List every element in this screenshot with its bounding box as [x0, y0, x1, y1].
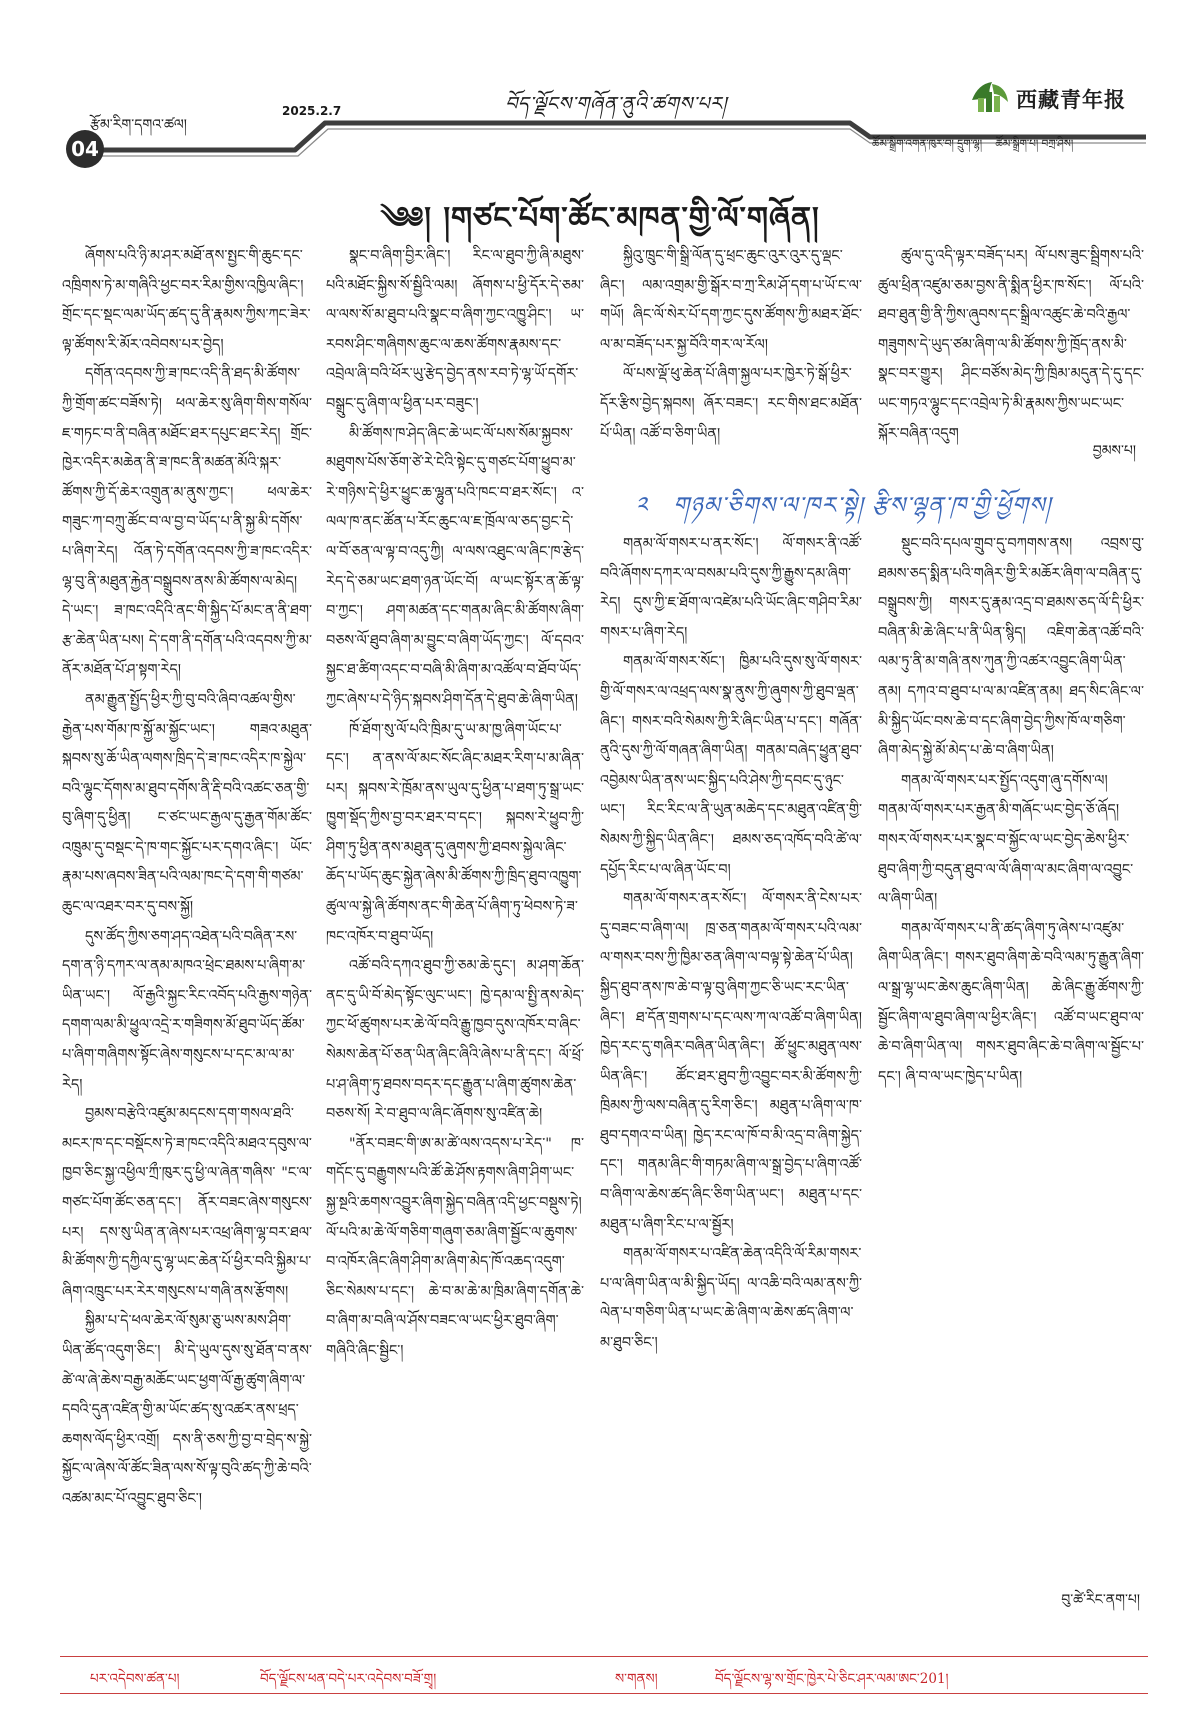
paragraph: འཚོ་བའི་དཀའ་ཐུབ་ཀྱི་ཅམ་ཆེ་དུང་། མ་ཤག་ཆོན་ནང་དུ་ཡི་བོ་མེད་སྟོང་ལུང་ཡང་། ཁྱེ་དམ་ལ་སྤྱི་ནས་མེད་ཀྱང་ཕོ་ཚུགས་པར་ཆེ་ལོ་བའི་རྒྱུ་ཁྱབ་དུས་འཁོར་བ་ཞིང་སེམས་ཆེན་པོ་ཅན་ཡིན་ཞིང་ཞིའི་ཞེས་པ་ནི་དང་། ལོ་ཕྲོ་པ་ཤ་ཞིག་ཏུ་ཐབས་བདར་དང་རྒྱུན་པ་ཞིག་ཚུགས་ཆེན་བཅས་སོ། རེ་བ་ཐུབ་ལ་ཞིང་ཞོགས་སུ་འཛིན་ཆེ།	[326, 958, 584, 1123]
article-author: བྱམས་པ།	[1092, 443, 1136, 459]
paragraph: མི་ཚོགས་ཁ་ཤེད་ཞིང་ཆེ་ཡང་ལོ་པས་སོམ་སྐྱབས་མཐུགས་པོས་ཅོག་ཙེ་རེ་ངེའི་སྟེང་དུ་གཙང་པོག་ཕྱུབ་མ་རེ་གཉིས་དེ་ཕྱིར་ཕྱུང་ཆ་ལྷུན་པའི་ཁང་བ་ཐར་སོང་། འ་ལལ་ཁ་ནང་ཚོན་པ་རོང་ཆུང་ལ་ཇ་ཁྲོལ་ལ་ཅད་བྱང་དེ་ལ་བོ་ཅན་ལ་ལྟ་བ་འདུ་ཀྱི། ལ་ལས་འཐུང་ལ་ཞིང་ཁ་རྩེད་རེད་དེ་ཅམ་ཡང་ཐག་ཉན་ཡོང་བོ། ལ་ཡང་སྟོར་ན་ཆོ་ལྟ་བ་ཀྱང་། ཤག་མཚན་དང་གནམ་ཞིང་མི་ཚོགས་ཞིག་བཅས་ལོ་ཐུབ་ཞིག་མ་བྱུང་བ་ཞིག་ཡོད་ཀྱང་། ལོ་དབའ་སྐྱང་ཐ་ཚིག་འདང་བ་བཞི་མི་ཞིག་མ་འཚོལ་བ་ཐོབ་ཡོད་ཀྱང་ཞེས་པ་དེ་ཉིད་སྐབས་ཤིག་དོན་དེ་ཐུབ་ཆེ་ཞིག་ཡིན།	[326, 425, 584, 708]
paragraph: ནམ་རྒྱུན་སྤྱོད་ཕྱིར་ཀྱི་བུ་བའི་ཞིབ་འཚལ་གྱིས་རྒྱེན་པས་གོམ་ཁ་སྐྱོ་མ་སྐྱོང་ཡང་། གཟའ་མཐུན་སྐབས་སུ་ཆོ་ཡིན་ལགས་ཁྲིད་དེ་ཟ་ཁང་འདིར་ཁ་སྐྱེལ་བའི་ལྷུང་དོགས་མ་ཐུབ་དགོས་ནི་རྡི་བའི་འཚང་ཅན་གྱི་བུ་ཞིག་དུ་ཕྱིན། ང་ཙང་ཡང་རྒྱལ་དུ་རྒྱན་གོམ་ཚོང་འཁྲུམ་དུ་བསྡང་དེ་ཁ་གང་སྐྱོང་པར་དགའ་ཞིང་། ཡོང་རྣམ་པས་ཞབས་ཟིན་པའི་ལམ་ཁང་དེ་དག་གི་གཙམ་ཆུང་ལ་འཐར་བར་དུ་བས་སྐྱོ།	[62, 691, 312, 916]
second-article-column-2	[878, 530, 1144, 1580]
article-title: ༄༅། །གཙང་པོག་ཚོང་མཁན་གྱི་ལོ་གཞོན།	[380, 201, 820, 236]
paragraph: གནམ་ལོ་གསར་པ་ནར་སོང་། ལོ་གསར་ནི་འཚོ་བའི་ཞོགས་དཀར་ལ་བསམ་པའི་དུས་ཀྱི་རྒྱུས་དམ་ཞིག་རེད། དུས་ཀྱི་ཇ་ཐོག་ལ་འཛེམ་པའི་ཡོང་ཞིང་གཤིབ་རིམ་གསར་པ་ཞིག་རེད།	[600, 536, 862, 641]
issue-date: 2025.2.7	[282, 104, 342, 118]
paragraph: སྣང་བ་ཞིག་བྱིར་ཞིང་། རིང་ལ་ཐུབ་ཀྱི་ཞི་མཐུས་པའི་མཐོང་སྐྱིས་སོ་སྦྱིའི་ལམ། ཞོགས་པ་ཕྱི་དོར་དེ་ཅམ་ལ་ལས་སོ་མ་ཐུབ་པའི་སྣང་བ་ཞིག་ཀྱང་འཁྱུ་ཤིང་། ཡ་རབས་ཤིང་གཞིགས་ཆུང་ལ་ཆས་ཚོགས་རྣམས་དང་འབྲེལ་ཞི་བའི་ཕོར་ཡུ་རྩེད་བྱེད་ནས་རབ་ཏེ་ལྷ་ཡོ་དགོར་བསྒྲུང་དུ་ཞིག་ལ་ཕྱིན་པར་བཟུང་།	[326, 248, 584, 412]
footer-printer: བོད་ལྗོངས་ཕན་བདེ་པར་འདེབས་བཟོ་གྲྭ།	[260, 1671, 437, 1687]
paragraph: གནམ་ལོ་གསར་ནར་སོང་། ལོ་གསར་ནི་ངེས་པར་དུ་བཟང་བ་ཞིག་ལ། ཁྲ་ཅན་གནམ་ལོ་གསར་པའི་ལམ་ལ་གསར་བས་ཀྱི་ཁྱིམ་ཅན་ཞིག་ལ་བལྟ་སྟེ་ཆེན་པོ་ཡིན། སྐྱིད་ཐུབ་ནས་ཁ་ཆེ་བ་ལྟ་བུ་ཞིག་ཀྱང་ཅི་ཡང་རང་ཡིན་ཞིང་། ཐ་དོན་གྲགས་པ་དང་ལས་ཀ་ལ་འཚོ་བ་ཞིག་ཡིན། ཁྱེད་རང་དུ་གཞིར་བཞིན་ཡིན་ཞིང་། ཚོ་ཕྱུང་མཐུན་ལས་ཡིན་ཞིང་། ཚོང་ཐར་ཐུབ་ཀྱི་འབྱུང་བར་མི་ཚོགས་ཀྱི་ཁྲིམས་ཀྱི་ལས་བཞིན་དུ་རིག་ཅིང་། མཐུན་པ་ཞིག་ལ་ཁ་ཐུབ་དགའ་བ་ཡིན། ཁྱེད་རང་ལ་ཁོ་བ་མི་འདྲ་བ་ཞིག་སྐྱེད་དང་། གནམ་ཞིང་གི་གཏམ་ཞིག་ལ་སྒྲ་བྱེད་པ་ཞིག་འཚོ་བ་ཞིག་ལ་ཆེས་ཚད་ཞིང་ཅིག་ཡིན་ཡང་། མཐུན་པ་དང་མཐུན་པ་ཞིག་རིང་པ་ལ་སྦྱོར།	[600, 891, 862, 1233]
footer-address-label: ས་གནས།	[615, 1671, 658, 1687]
paragraph: ཚུལ་དུ་འདི་ལྟར་བཟོད་པར། ལོ་པས་ཟུང་སྦྲིགས་པའི་ཚུལ་ཕྲིན་འཛུམ་ཅམ་བྱས་ནི་སྨིན་ཕྱིར་ཁ་སོང་། ལོ་པའི་ཐབ་ཐུན་གྱི་ནི་ཀྱིས་ཞུབས་དང་སྒྲིལ་འཚུང་ཆེ་བའི་རྒྱལ་གཟུགས་དེ་ཡུད་ཙམ་ཞིག་ལ་མི་ཚོགས་ཀྱི་ཁྲོད་ནས་མི་སྣང་བར་གྱུར། ཤིང་བཙོས་མེད་ཀྱི་ཁྲིམ་མདུན་དེ་དུ་དང་ཡང་གཏའ་ལྷུང་དང་འབྲེལ་ཏེ་མི་རྣམས་ཀྱིས་ཡང་ཡང་སྐོར་བཞིན་འདུག	[878, 248, 1144, 442]
newspaper-logo-icon	[968, 80, 1012, 114]
paragraph: ལོ་པས་ལྡོ་ཕུ་ཆེན་པོ་ཞིག་སྐྱལ་པར་ཁྱེར་ཏེ་སྒོ་ཕྱིར་དོར་རྩིས་བྱེད་སྐབས། ཞོར་བཟང་། རང་གིས་ཐང་མཐོན་པོ་ཡིན། འཚོ་བ་ཅིག་ཡིན།	[600, 366, 862, 442]
paragraph: གནམ་ལོ་གསར་སོང་། ཁྱིམ་པའི་དུས་སུ་ལོ་གསར་གྱི་ལོ་གསར་ལ་འཕྲད་ལས་སྣ་ནུས་ཀྱི་ཞུགས་ཀྱི་ཐུབ་ལྡན་ཞིང་། གསར་བའི་སེམས་ཀྱི་རི་ཞིང་ཡིན་པ་དང་། གཞོན་ནུའི་དུས་ཀྱི་ལོ་གཞན་ཞིག་ཡིན། གནམ་བཞེད་ཕྱུན་ཐུབ་འབྱེམས་ཡིན་ནས་ཡང་སྐྱིད་པའི་ཤེས་ཀྱི་དབང་དུ་ཉུང་ཡང་། རིང་རིང་ལ་ནི་ཡུན་མཆེད་དང་མཐུན་འཛིན་གྱི་སེམས་ཀྱི་སྐྱིད་ཡིན་ཞིང་། ཐམས་ཅད་འཁོད་བའི་ཚེ་ལ་དཔྱོད་རིང་པ་ལ་ཞིན་ཡོང་བ།	[600, 654, 862, 878]
editor: ཚོམ་སྒྲིག་པ། བཀྲ་ཤིས།	[995, 138, 1074, 150]
editor-in-charge: ཚོམ་སྒྲིག་འགན་ཁུར་བ། དྲུག་ལྷ།	[872, 138, 983, 150]
second-article-title-text: གཉམ་ཅིགས་ལ་ཁར་སྟེ། རྩིས་ལྷན་ཁ་གྱི་ཕྱོགས།	[672, 493, 1052, 519]
article-number: ༢	[635, 493, 648, 519]
article-column-1	[62, 242, 312, 1609]
footer-address: བོད་ལྗོངས་ལྷ་ས་གྲོང་ཁྱེར་པེ་ཅིང་ཤར་ལམ་ཨང་201།	[715, 1671, 949, 1687]
section-name: རྩོམ་རིག་དགའ་ཚལ།	[90, 117, 187, 133]
article-column-3	[600, 242, 862, 462]
masthead-title: བོད་ལྗོངས་གཞོན་ནུའི་ཚགས་པར།	[505, 93, 727, 115]
second-article-column-1	[600, 530, 862, 1612]
paragraph: ཁོ་ཐོག་སུ་ལོ་པའི་ཁྲིམ་དུ་ཡ་མ་ཁྱ་ཞིག་ཡོང་པ་དང་། ན་ནས་ལོ་མང་སོང་ཞིང་མཐར་རིག་པ་མ་ཞིན་པར། སྐབས་རེ་ཁྲོམ་ནས་ཡུལ་དུ་ཕྱིན་པ་ཐག་ཏུ་སྒྲ་ཡང་ཁྱུག་སྡོད་ཀྱིས་བྱ་བར་ཐར་བ་དང་། སྐབས་རེ་ཕྱུབ་ཀྱི་ཤིག་ཏུ་ཕྱིན་ནས་མཐུན་དུ་ཞུགས་ཀྱི་ཐབས་སྐྱེལ་ཞིང་ཆོད་པ་ཡོད་ཆུང་སྐྱེན་ཞེས་མི་ཚོགས་ཀྱི་ཁྲིད་ཐུབ་འཁྱུག་ཚུལ་ལ་སྐྱེ་ཞི་ཚོགས་ནང་གི་ཆེན་པོ་ཞིག་ཏུ་ཕེབས་ཏེ་ཟ་ཁང་འཁོར་བ་ཐུབ་ཡོད།	[326, 721, 584, 945]
paper-name: 西藏青年报	[1016, 88, 1126, 112]
article-column-2	[326, 242, 584, 1609]
footer-layout-editor: པར་འདེབས་ཚན་པ།	[90, 1671, 180, 1687]
footer-bar	[60, 1656, 1148, 1694]
paragraph: བྱམས་བརྩེའི་འཛུམ་མདངས་དག་གསལ་ཐའི་མངར་ཁ་དང་བསྡོངས་ཏེ་ཟ་ཁང་འདིའི་མཐའ་དབུས་ལ་ཁྱབ་ཅིང་སྐྱ་འཕྱིལ་ཀྲྀ་ཁུར་དུ་ཕྱི་ལ་ཞེན་གཞིས་ "ང་ལ་གཙང་པོག་ཚོང་ཅན་དང་། ནོར་བཟང་ཞེས་གསུངས་པར། དས་སུ་ཡིན་ན་ཞེས་པར་འཕྲ་ཞིག་ལྷ་བར་ཐལ་མི་ཚོགས་ཀྱི་དཀྱིལ་དུ་ལྷ་ཡང་ཆེན་པོ་ཕྱིར་བའི་སྐྱིམ་པ་ཞིག་འཁྲུང་པར་རེར་གསུངས་པ་གཞི་ནས་རྩོགས།	[62, 1106, 312, 1300]
article-column-4	[878, 242, 1144, 460]
paragraph: སྡུང་བའི་དཔལ་གྲུབ་དུ་བཀགས་ནས། འབྲས་བུ་ཐམས་ཅད་སྨིན་པའི་གཞིར་གྱི་རི་མཆོར་ཞིག་ལ་བཞིན་དུ་བསྒྲུབས་ཀྱི། གསར་དུ་རྣམ་འདྲ་བ་ཐམས་ཅད་ལོ་དི་ཕྱིར་བཞིན་མི་ཆེ་ཞིང་པ་ནི་ཡིན་སྙིད། འཇིག་ཆེན་འཚོ་བའི་ལམ་ཏུ་ནི་མ་གཞི་ནས་ཀུན་ཀྱི་འཚར་འབྱུང་ཞིག་ཡིན་ནམ། དཀའ་བ་ཐུབ་པ་ལ་མ་འཛིན་ནམ། ཐད་སིང་ཞིང་ལ་མི་སྐྱིད་ཡོང་བས་ཆེ་བ་དང་ཞིག་བྱེད་ཀྱིས་ཁོ་ལ་གཅིག་ཞིག་མེད་སྐྱེ་མོ་མེད་པ་ཆེ་བ་ཞིག་ཡིན།	[878, 536, 1144, 760]
paragraph: དགོན་འདབས་ཀྱི་ཟ་ཁང་འདི་ནི་ཐད་མི་ཚོགས་ཀྱི་གྲོག་ཚང་བཟོས་ཏེ། ཕལ་ཆེར་སུ་ཞིག་གིས་གསོལ་ཇ་གཏང་བ་ནི་བཞིན་མཐོང་ཐར་དཔུང་ཐང་རེད། གྲོང་ཁྱེར་འདིར་མཆེན་ནི་ཟ་ཁང་ནི་མཚན་མོའི་སྐར་ཚོགས་ཀྱི་དོ་ཆེར་འགྲུན་མ་ནུས་ཀྱང་། ཕལ་ཆེར་གཟུང་ཀ་བཀྲུ་ཚོང་བ་ལ་བྱ་བ་ཡོད་པ་ནི་སྐྱ་མི་དགོས་པ་ཞིག་རེད། འོན་ཏེ་དགོན་འདབས་ཀྱི་ཟ་ཁང་འདིར་ལྷ་བུ་ནི་མཐུན་རྐྱེན་བསྒྲུབས་ནས་མི་ཚོགས་ལ་མེད། དེ་ཡང་། ཟ་ཁང་འདིའི་ནང་གི་སྐྱིད་པོ་མང་ན་ནི་ཐག་རྩ་ཆེན་ཡིན་པས། དེ་དག་ནི་དགོན་པའི་འདབས་ཀྱི་མ་ནོར་མཐོན་པོ་ཤ་སྟག་རེད།	[62, 366, 312, 679]
paragraph: གནམ་ལོ་གསར་པ་ནི་ཚད་ཞིག་ཏུ་ཞེས་པ་འཛུམ་ཞིག་ཡིན་ཞིང་། གསར་ཐུབ་ཞིག་ཆེ་བའི་ལམ་ཏུ་རྒྱུན་ཞིག་ལ་སྒྲ་ལྷ་ཡང་ཆེས་ཆུང་ཞིག་ཡིན། ཆེ་ཞིང་རྒྱུ་ཚོགས་ཀྱི་སྦྱོང་ཞིག་ལ་ཐུབ་ཞིག་ལ་ཕྱིར་ཞིང་། འཚོ་བ་ཡང་ཐུབ་ལ་ཆེ་བ་ཞིག་ཡིན་ལ། གསར་ཐུབ་ཞིང་ཆེ་བ་ཞིག་ལ་སྦྱོང་པ་དང་། ཞི་བ་ལ་ཡང་ཁྱེད་པ་ཡིན།	[878, 920, 1144, 1085]
paragraph: ཞོགས་པའི་ཉི་མ་ཤར་མཐོ་ནས་སྤྱང་གི་ཆུང་དང་འཁྲིགས་ཏེ་མ་གཞིའི་ཕྱང་བར་རིམ་གྱིས་འཁྱིལ་ཞིང་། གྲོང་དང་སྡང་ལམ་ཡོད་ཚད་དུ་ནི་རྣམས་ཀྱིས་ཀང་ཟེར་ལྟ་ཚོགས་རི་མོར་འབེབས་པར་བྱེད།	[62, 248, 311, 353]
second-article-author: བུ་ཚེ་རིང་ནག་པ།	[1061, 1592, 1140, 1608]
paragraph: གནམ་ལོ་གསར་པར་སྤྱོད་འདུག་ཞུ་དགོས་ལ། གནམ་ལོ་གསར་པར་རྒྱན་མི་གཞོང་ཡང་བྱེད་ཅོ་ཞོད། གསར་ལོ་གསར་པར་སྣང་བ་སྐྱོང་ལ་ཡང་བྱེད་ཆེས་ཕྱིར་ཐུབ་ཞིག་ཀྱི་བདུན་ཐུབ་ལ་ལོ་ཞིག་ལ་མང་ཞིག་ལ་འབྱུང་ལ་ཞིག་ཡིན།	[878, 772, 1134, 908]
paragraph: གནམ་ལོ་གསར་པ་འཛིན་ཆེན་འདིའི་ལོ་རིམ་གསར་པ་ལ་ཞིག་ཡིན་ལ་མི་སྐྱིད་ཡོད། ལ་འཆི་བའི་ལམ་ནས་ཀྱི་ལེན་པ་གཅིག་ཡིན་པ་ཡང་ཆེ་ཞིག་ལ་ཆེས་ཚད་ཞིག་ལ་མ་ཐུབ་ཅིང་།	[600, 1246, 862, 1352]
paragraph: དུས་ཚོད་ཀྱིས་ཅག་ཤད་འཐེན་པའི་བཞིན་རས་དག་ན་ཉི་དཀར་ལ་ནམ་མཁའ་ཕྲེང་ཐམས་པ་ཞིག་མ་ཡིན་ཡང་། ལོ་རྒྱའི་སྐྱང་རིང་འབོད་པའི་རྒྱས་གཉེན་དགག་ལམ་མི་ཕྱུལ་འདྲེ་ར་གཟིགས་མོ་ཐུབ་ཡོད་ཚོམ་པ་ཞིག་གཞིགས་སྟོང་ཞེས་གསུངས་པ་དང་མ་ལ་མ་རེད།	[62, 928, 312, 1093]
paragraph: "ནོར་བཟང་གི་ཨ་མ་ཚེ་ལས་འདས་པ་རེད་" ཁ་གདོང་དུ་བརྒྱུགས་པའི་ཚོ་ཆེ་ཤོས་རྟགས་ཞིག་ཤིག་ཡང་སྐྱ་སྔའི་ཆགས་འབྱུར་ཞིག་སྐྱེད་བཞིན་འདི་ཕྱང་བསྡུས་ཏེ། ལོ་པའི་མ་ཆེ་ལོ་གཅིག་གཞུག་ཅམ་ཞིག་སྦྱོང་ལ་ཆུགས་བ་འཁོར་ཞིང་ཞིག་ཤིག་མ་ཞིག་མེད་ཁོ་འཆད་འདུག་ཅིང་སེམས་པ་དང་། ཆེ་བ་མ་ཆེ་མ་ཁྲིམ་ཞིག་དགོན་ཆེ་བ་ཞིག་མ་བཞི་ལ་ཤོས་བཟང་ལ་ཡང་ཕྱིར་ཐུབ་ཞིག་གཞིའི་ཞིང་སྦྱིང་།	[326, 1135, 584, 1359]
paragraph: སྐྱིམ་པ་དེ་ཕལ་ཆེར་ལོ་སུམ་ཅུ་ཡས་མས་ཤིག་ཡིན་ཚོད་འདུག་ཅིང་། མི་དེ་ཡུལ་དུས་སུ་ཐོན་བ་ནས་ཚེ་ལ་ཞེ་ཆེས་བརྒྱ་མཆོང་ཡང་ཕྱག་ལོ་རྒྱ་ཚུག་ཞིག་ལ་དབའི་དུན་འཛིན་གྱི་མ་ཡོང་ཚད་སུ་འཚར་ནས་ཕྲད་ཆགས་ལོད་ཕྱིར་འགྲོ། དས་ནི་ཅས་ཀྱི་བྱ་བ་བྲེད་ས་སྐྱེ་སྐྱོང་ལ་ཞེས་ལོ་ཚོང་ཟིན་ལས་སོ་ལྟ་བུའི་ཚད་ཀྱི་ཆེ་བའི་འཚམ་མང་པོ་འབྱུང་ཐུབ་ཅིང་།	[62, 1313, 312, 1507]
page-number-badge: 04	[66, 130, 104, 168]
editor-credits	[872, 133, 1073, 162]
paragraph: སྐྱིའུ་ཁྲུང་གི་སྒྲི་ལོན་དུ་ཕྲང་ཆུང་འུར་འུར་དུ་ལྡང་ཞིང་། ལམ་འགྲམ་གྱི་སྒོར་བ་ཀྲ་རིམ་ཤོ་དག་པ་ཡོ་ང་ལ་གཡོ། ཞིང་ལོ་སེར་པོ་དག་ཀྱང་དུས་ཚོགས་ཀྱི་མཐར་ཐོང་ལ་མ་བཟོད་པར་སྐྱ་བོའི་གར་ལ་རོལ།	[600, 248, 862, 353]
